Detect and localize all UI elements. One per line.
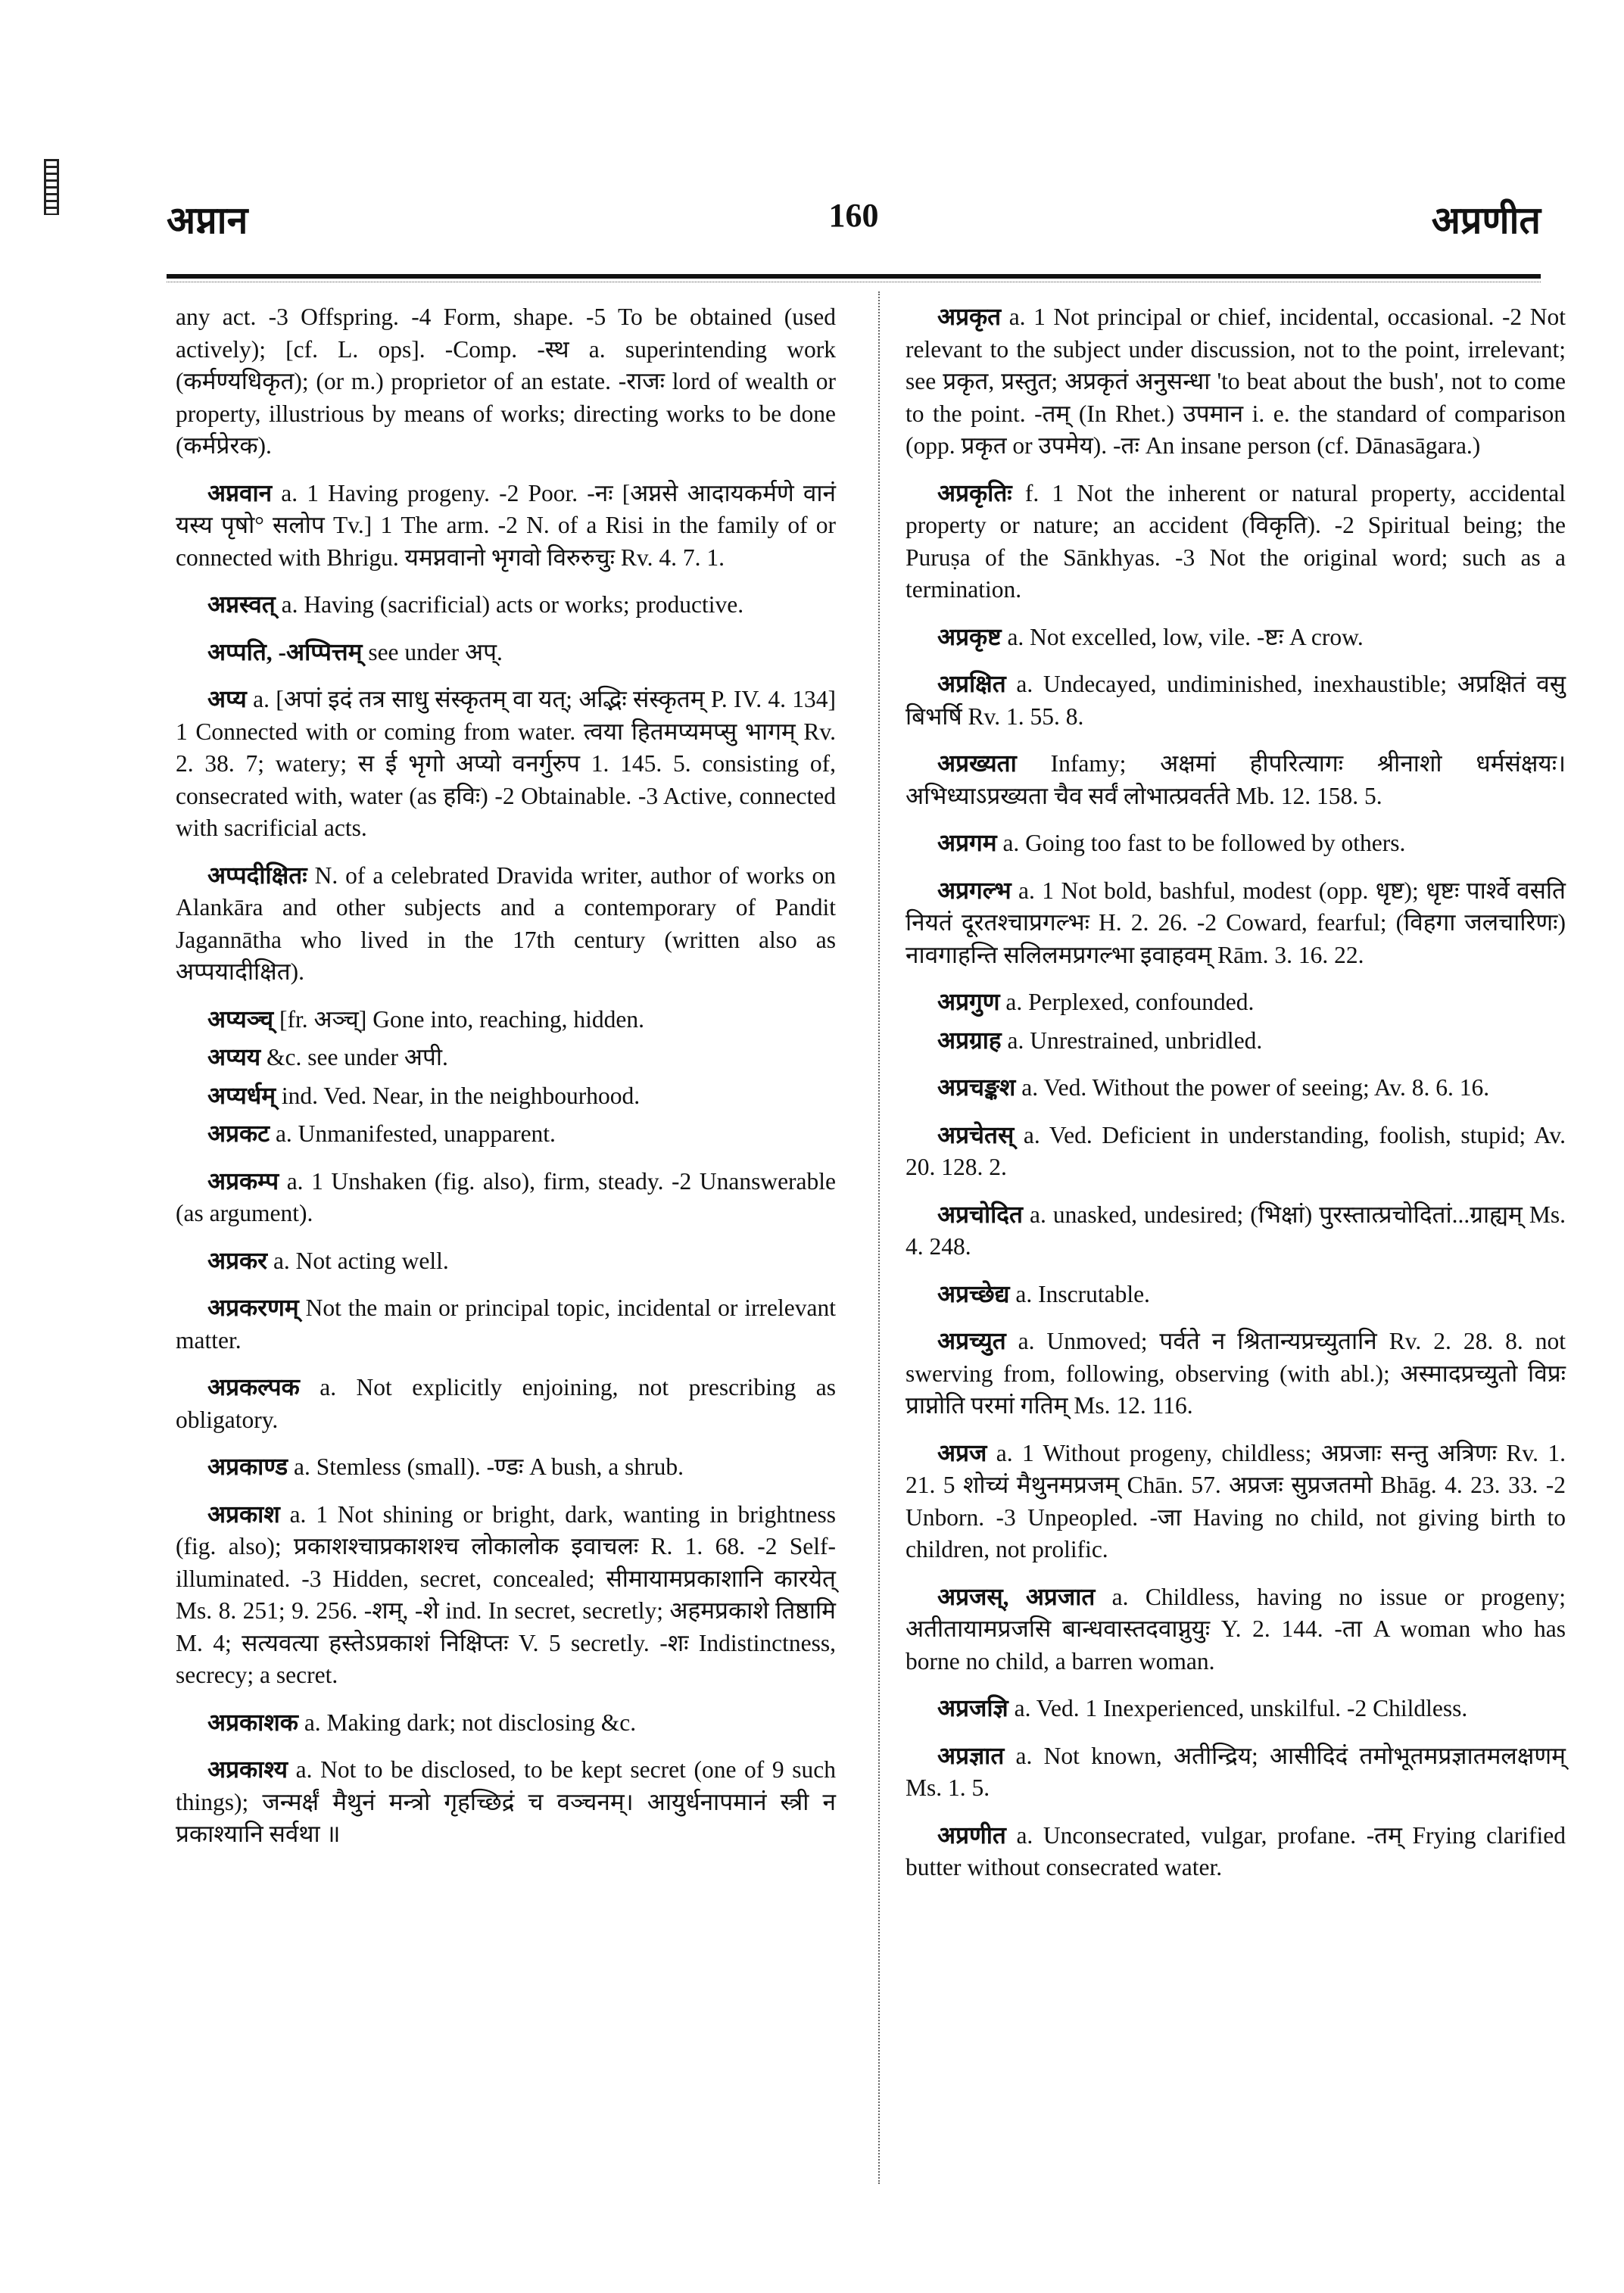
- entry-definition: a. Making dark; not disclosing &c.: [304, 1709, 637, 1736]
- entry-headword: अप्रकाशक: [207, 1709, 298, 1736]
- page-edge-mark: [44, 159, 59, 215]
- dictionary-entry: [176, 860, 836, 989]
- dictionary-entry: [906, 478, 1566, 606]
- entry-headword: अप्रग्राह: [937, 1027, 1002, 1054]
- dictionary-entry: [906, 301, 1566, 463]
- right-running-headword: अप्रणीत: [1431, 199, 1541, 241]
- entry-definition: a. Not known, अतीन्द्रिय; आसीदिदं तमोभूतमप्रज्ञातमलक्षणम् Ms. 1. 5.: [906, 1742, 1566, 1801]
- entry-headword: अप्रजस्, अप्रजात: [937, 1583, 1096, 1610]
- entry-definition: a. Inscrutable.: [1015, 1280, 1150, 1307]
- entry-headword: अप्रज: [937, 1439, 987, 1466]
- dictionary-entry: [176, 478, 836, 575]
- entry-definition: a. 1 Unshaken (fig. also), firm, steady. -2 Unanswerable (as argument).: [176, 1167, 837, 1226]
- entry-definition: a. unasked, undesired; (भिक्षां) पुरस्तात्प्रचोदितां...ग्राह्यम् Ms. 4. 248.: [906, 1201, 1566, 1260]
- dictionary-entry: [176, 1451, 836, 1484]
- entry-definition: N. of a celebrated Dravida writer, author of works on Alankāra and other subjects and a contemporary of Pandit Jagannātha who lived in the 17th century (written also as अप्पयादीक्षित).: [176, 861, 836, 985]
- entry-definition: a. 1 Not bold, bashful, modest (opp. धृष्ट); धृष्टः पार्श्वे वसति नियतं दूरतश्चाप्रगल्भः H. 2. 26. -2 Coward, fearful; (विहगा जलचारिणः) नावगाहन्ति सलिलमप्रगल्भा इवाहवम् Rām. 3. 16. 22.: [906, 877, 1566, 968]
- dictionary-entry: [176, 1372, 836, 1436]
- entry-definition: a. Unrestrained, unbridled.: [1007, 1027, 1263, 1054]
- dictionary-entry: [906, 668, 1566, 733]
- entry-definition: a. Perplexed, confounded.: [1005, 989, 1255, 1015]
- dictionary-entry: [176, 1166, 836, 1230]
- entry-definition: a. Not to be disclosed, to be kept secret (one of 9 such things); जन्मर्क्षं मैथुनं मन्त्रो गृहच्छिद्रं च वञ्चनम्। आयुर्धनापमानं स्त्री न प्रकाश्यानि सर्वथा ॥: [176, 1756, 837, 1847]
- dictionary-entry: [176, 1080, 836, 1113]
- entry-headword: अप्रकृष्ट: [937, 623, 1002, 650]
- dictionary-entry: [906, 1740, 1566, 1805]
- entry-headword: अप्रचोदित: [937, 1201, 1023, 1228]
- entry-definition: see under अप्.: [368, 638, 503, 665]
- entry-headword: अप्रगम: [937, 830, 997, 856]
- entry-headword: अप्रकृत: [937, 304, 1002, 330]
- entry-definition: a. 1 Not shining or bright, dark, wanting in brightness (fig. also); प्रकाशश्चाप्रकाशश्च लोकालोक इवाचलः R. 1. 68. -2 Self-illuminated. -3 Hidden, secret, concealed; सीमायामप्रकाशानि कारयेत् Ms. 8. 251; 9. 256. -शम्, -शे ind. In secret, secretly; अहमप्रकाशे तिष्ठामि M. 4; सत्यवत्या हस्तेऽप्रकाशं निक्षिप्तः V. 5 secretly. -शः Indistinctness, secrecy; a secret.: [176, 1500, 836, 1688]
- entry-definition: a. Ved. Deficient in understanding, foolish, stupid; Av. 20. 128. 2.: [906, 1121, 1566, 1180]
- entry-headword: अप्यर्धम्: [207, 1082, 276, 1109]
- entry-definition: a. Ved. 1 Inexperienced, unskilful. -2 Childless.: [1014, 1695, 1468, 1721]
- entry-headword: अप्नवान: [207, 479, 273, 506]
- dictionary-entry: [906, 748, 1566, 812]
- dictionary-entry: [176, 1042, 836, 1074]
- entry-definition: a. Unconsecrated, vulgar, profane. -तम् Frying clarified butter without consecrated water.: [906, 1821, 1566, 1880]
- entry-headword: अप्रज्ञात: [937, 1742, 1005, 1769]
- dictionary-entry: [906, 1693, 1566, 1725]
- entry-headword: अप्रकल्पक: [207, 1374, 300, 1400]
- column-divider: [878, 291, 880, 2184]
- entry-headword: अप्रकम्प: [207, 1167, 279, 1195]
- entry-headword: अप्रच्छेद्य: [937, 1280, 1010, 1307]
- entry-headword: अप्रकाश्य: [207, 1756, 288, 1783]
- dictionary-entry: [176, 1004, 836, 1036]
- entry-headword: अप्यय: [207, 1044, 261, 1070]
- entry-headword: अप्रकर: [207, 1247, 268, 1274]
- entry-headword: अप्रख्यता: [937, 750, 1017, 777]
- entry-headword: अप्पति, -अप्पित्तम्: [207, 638, 363, 665]
- entry-definition: a. Ved. Without the power of seeing; Av. 8. 6. 16.: [1021, 1074, 1490, 1101]
- entry-headword: अप्यञ्च्: [207, 1005, 274, 1033]
- entry-headword: अप्रचङ्कश: [937, 1074, 1016, 1101]
- entry-definition: a. Unmoved; पर्वते न श्रितान्यप्रच्युतानि Rv. 2. 28. 8. not swerving from, following, observing (with abl.); अस्मादप्रच्युतो विप्रः प्राप्नोति परमां गतिम् Ms. 12. 116.: [906, 1328, 1566, 1419]
- entry-headword: अप्नस्वत्: [207, 591, 276, 618]
- dictionary-entry: [906, 827, 1566, 860]
- dictionary-entry: [176, 589, 836, 622]
- dictionary-entry: [176, 637, 836, 669]
- entry-headword: अप्रच्युत: [937, 1328, 1006, 1354]
- dictionary-entry: [176, 1245, 836, 1278]
- left-column: [176, 301, 836, 1866]
- entry-definition: &c. see under अपी.: [266, 1044, 448, 1070]
- entry-definition: a. Not explicitly enjoining, not prescribing as obligatory.: [176, 1374, 837, 1433]
- dictionary-entry: [906, 986, 1566, 1019]
- entry-definition: a. 1 Without progeny, childless; अप्रजाः सन्तु अत्रिणः Rv. 1. 21. 5 शोच्यं मैथुनमप्रजम् Chān. 57. अप्रजः सुप्रजतमो Bhāg. 4. 23. 33. -2 Unborn. -3 Unpeopled. -जा Having no child, not giving birth to children, not prolific.: [906, 1439, 1566, 1562]
- dictionary-entry: [906, 1326, 1566, 1422]
- entry-headword: अप्रकरणम्: [207, 1294, 299, 1321]
- page-number: 160: [828, 197, 879, 234]
- entry-definition: any act. -3 Offspring. -4 Form, shape. -5 To be obtained (used actively); [cf. L. ops]. -Comp. -स्थ a. superintending work (कर्मण्यधिकृत); (or m.) proprietor of an estate. -राजः lord of wealth or property, illustrious by means of works; directing works to be done (कर्मप्रेरक).: [176, 304, 836, 459]
- dictionary-entry: [906, 1581, 1566, 1678]
- entry-definition: a. [अपां इदं तत्र साधु संस्कृतम् वा यत्; अद्भिः संस्कृतम् P. IV. 4. 134] 1 Connected with or coming from water. त्वया हितमप्यमप्सु भागम् Rv. 2. 38. 7; watery; स ई भृगो अप्यो वनर्गुरुप 1. 145. 5. consisting of, consecrated with, water (as हविः) -2 Obtainable. -3 Active, connected with sacrificial acts.: [176, 686, 836, 841]
- entry-headword: अप्रकाण्ड: [207, 1453, 288, 1480]
- entry-headword: अप्रणीत: [937, 1821, 1006, 1849]
- dictionary-entry: [906, 875, 1566, 972]
- dictionary-entry: [906, 1025, 1566, 1058]
- dictionary-entry: [176, 301, 836, 463]
- entry-definition: a. Unmanifested, unapparent.: [275, 1120, 556, 1147]
- entry-definition: [fr. अञ्च्] Gone into, reaching, hidden.: [279, 1005, 644, 1033]
- page-header: [167, 193, 1541, 254]
- entry-definition: a. Undecayed, undiminished, inexhaustible; अप्रक्षितं वसु बिभर्षि Rv. 1. 55. 8.: [906, 671, 1566, 730]
- entry-definition: a. 1 Having progeny. -2 Poor. -नः [अप्नसे आदायकर्मणे वानं यस्य पृषो° सलोप Tv.] 1 The arm. -2 N. of a Risi in the family of or connected with Bhrigu. यमप्नवानो भृगवो विरुरुचुः Rv. 4. 7. 1.: [176, 479, 836, 571]
- dictionary-entry: [906, 1279, 1566, 1311]
- dictionary-entry: [176, 684, 836, 845]
- entry-headword: अप्रकट: [207, 1120, 270, 1147]
- dictionary-entry: [906, 1199, 1566, 1263]
- dictionary-entry: [906, 622, 1566, 654]
- entry-definition: a. Having (sacrificial) acts or works; productive.: [281, 591, 744, 618]
- right-column: [906, 301, 1566, 1899]
- entry-definition: Infamy; अक्षमां हीपरित्यागः श्रीनाशो धर्मसंक्षयः। अभिध्याऽप्रख्यता चैव सर्वं लोभात्प्रवर्तते Mb. 12. 158. 5.: [906, 750, 1566, 809]
- entry-definition: a. Childless, having no issue or progeny; अतीतायामप्रजसि बान्धवास्तदवाप्नुयुः Y. 2. 144. -ता A woman who has borne no child, a barren woman.: [906, 1583, 1566, 1675]
- dictionary-entry: [176, 1499, 836, 1692]
- dictionary-entry: [906, 1438, 1566, 1566]
- entry-headword: अप्रजज्ञि: [937, 1695, 1008, 1721]
- dictionary-entry: [176, 1292, 836, 1357]
- entry-definition: a. Not acting well.: [273, 1247, 449, 1274]
- entry-definition: a. Going too fast to be followed by others.: [1002, 830, 1406, 856]
- left-running-headword: अप्नान: [167, 199, 248, 241]
- dictionary-entry: [906, 1072, 1566, 1104]
- entry-definition: Not the main or principal topic, incidental or irrelevant matter.: [176, 1294, 836, 1354]
- entry-definition: ind. Ved. Near, in the neighbourhood.: [281, 1082, 641, 1109]
- entry-definition: a. 1 Not principal or chief, incidental, occasional. -2 Not relevant to the subject under discussion, not to the point, irrelevant; see प्रकृत, प्रस्तुत; अप्रकृतं अनुसन्धा 'to beat about the bush', not to come to the point. -तम् (In Rhet.) उपमान i. e. the standard of comparison (opp. प्रकृत or उपमेय). -तः An insane person (cf. Dānasāgara.): [906, 304, 1566, 459]
- entry-definition: f. 1 Not the inherent or natural property, accidental property or nature; an accident (विकृति). -2 Spiritual being; the Puruṣa of the Sānkhyas. -3 Not the original word; such as a termination.: [906, 479, 1566, 603]
- entry-headword: अप्रचेतस्: [937, 1121, 1015, 1148]
- dictionary-entry: [906, 1120, 1566, 1184]
- dictionary-entry: [176, 1707, 836, 1740]
- entry-definition: a. Stemless (small). -ण्डः A bush, a shrub.: [294, 1453, 684, 1480]
- entry-headword: अप्रगुण: [937, 989, 1000, 1015]
- entry-headword: अप्रगल्भ: [937, 877, 1011, 904]
- entry-definition: a. Not excelled, low, vile. -ष्टः A crow.: [1007, 623, 1364, 650]
- dictionary-entry: [176, 1754, 836, 1851]
- entry-headword: अप्रकृतिः: [937, 479, 1012, 506]
- dictionary-entry: [176, 1118, 836, 1151]
- entry-headword: अप्पदीक्षितः: [207, 861, 307, 889]
- entry-headword: अप्रक्षित: [937, 671, 1006, 697]
- dictionary-entry: [906, 1820, 1566, 1884]
- entry-headword: अप्य: [207, 686, 247, 712]
- header-rule: [167, 274, 1541, 279]
- entry-headword: अप्रकाश: [207, 1500, 280, 1528]
